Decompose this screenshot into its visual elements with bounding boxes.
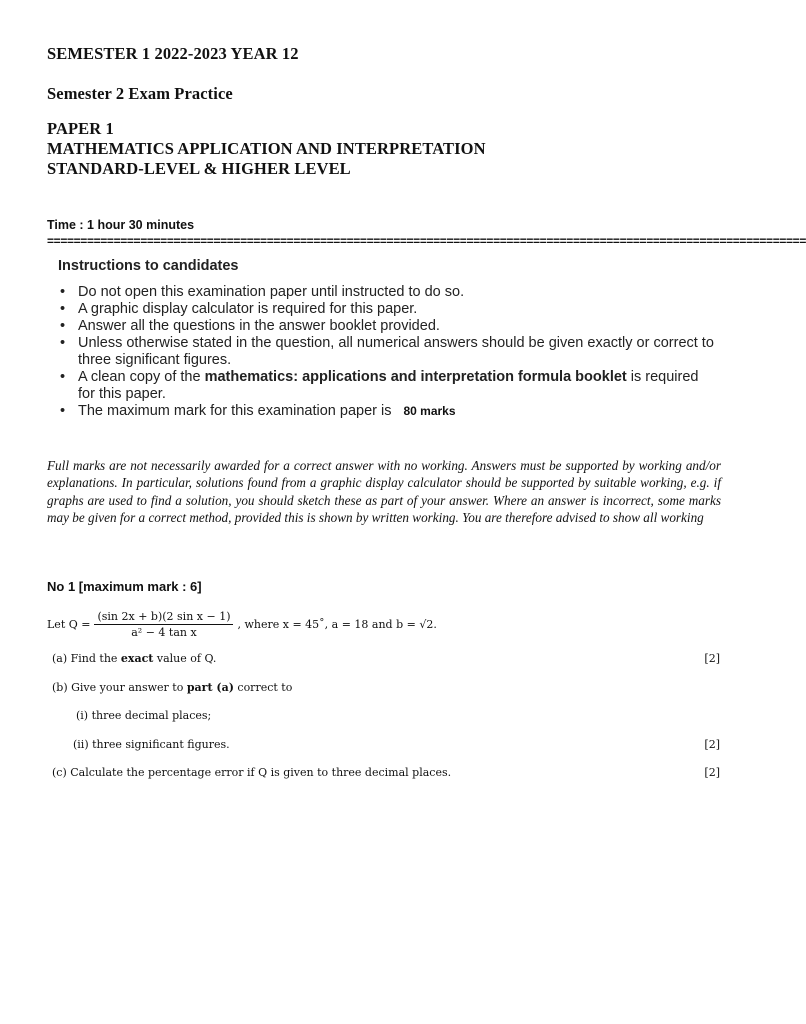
bullet-icon: • <box>60 284 66 300</box>
instruction-item: • Do not open this examination paper until instructed to do so. <box>60 284 465 300</box>
question-expression <box>47 610 437 639</box>
instructions-list <box>58 284 718 420</box>
instructions-block <box>58 258 718 420</box>
part-c: (c) Calculate the percentage error if Q is given to three decimal places. <box>52 766 452 779</box>
q-fraction <box>94 610 233 639</box>
instruction-item: • Unless otherwise stated in the question, all numerical answers should be given exactly or correct to three significant figures. <box>60 335 714 368</box>
instructions-title: Instructions to candidates <box>58 258 239 274</box>
formula-booklet-name: mathematics: applications and interpretation formula booklet <box>204 369 627 385</box>
instruction-item: • A graphic display calculator is required for this paper. <box>60 301 418 317</box>
part-b: (b) Give your answer to part (a) correct to <box>52 681 293 694</box>
semester-heading: SEMESTER 1 2022-2023 YEAR 12 <box>47 44 299 63</box>
q-denominator: a² − 4 tan x <box>131 626 197 639</box>
part-b-i: (i) three decimal places; <box>76 709 212 722</box>
part-c-mark: [2] <box>704 766 720 779</box>
max-mark-value: 80 marks <box>403 404 456 418</box>
q-numerator: (sin 2x + b)(2 sin x − 1) <box>94 610 233 625</box>
practice-heading: Semester 2 Exam Practice <box>47 84 233 103</box>
working-note: Full marks are not necessarily awarded for a correct answer with no working. Answers must be supported by working and/or explanations. In particular, solutions found from a graphic display calculator should be supported by suitable working, e.g. if graphs are used to find a solution, you should sketch these as part of your answer. Where an answer is incorrect, some marks may be given for a correct method, provided this is shown by written working. You are therefore advised to show all working <box>47 458 721 526</box>
bullet-icon: • <box>60 335 66 351</box>
paper-heading-block <box>47 119 486 179</box>
exam-time: Time : 1 hour 30 minutes <box>47 218 195 232</box>
separator-line: ================================================================================================================== <box>47 234 806 248</box>
instruction-item-max-mark: • The maximum mark for this examination paper is 80 marks <box>60 403 456 419</box>
bullet-icon: • <box>60 403 66 419</box>
subject-title: MATHEMATICS APPLICATION AND INTERPRETATION <box>47 139 486 158</box>
level-title: STANDARD-LEVEL & HIGHER LEVEL <box>47 159 351 178</box>
part-b-ii: (ii) three significant figures. <box>73 738 230 751</box>
part-a-mark: [2] <box>704 652 720 665</box>
q-conditions: , where x = 45˚, a = 18 and b = √2. <box>237 618 437 631</box>
paper-number: PAPER 1 <box>47 119 114 138</box>
instruction-item-booklet: • A clean copy of the mathematics: applications and interpretation formula booklet is required for this paper. <box>60 369 699 402</box>
bullet-icon: • <box>60 369 66 385</box>
part-b-mark: [2] <box>704 738 720 751</box>
question-heading: No 1 [maximum mark : 6] <box>47 579 202 594</box>
instruction-item: • Answer all the questions in the answer booklet provided. <box>60 318 440 334</box>
bullet-icon: • <box>60 318 66 334</box>
let-q: Let Q = <box>47 618 91 631</box>
bullet-icon: • <box>60 301 66 317</box>
part-a: (a) Find the exact value of Q. <box>52 652 217 665</box>
